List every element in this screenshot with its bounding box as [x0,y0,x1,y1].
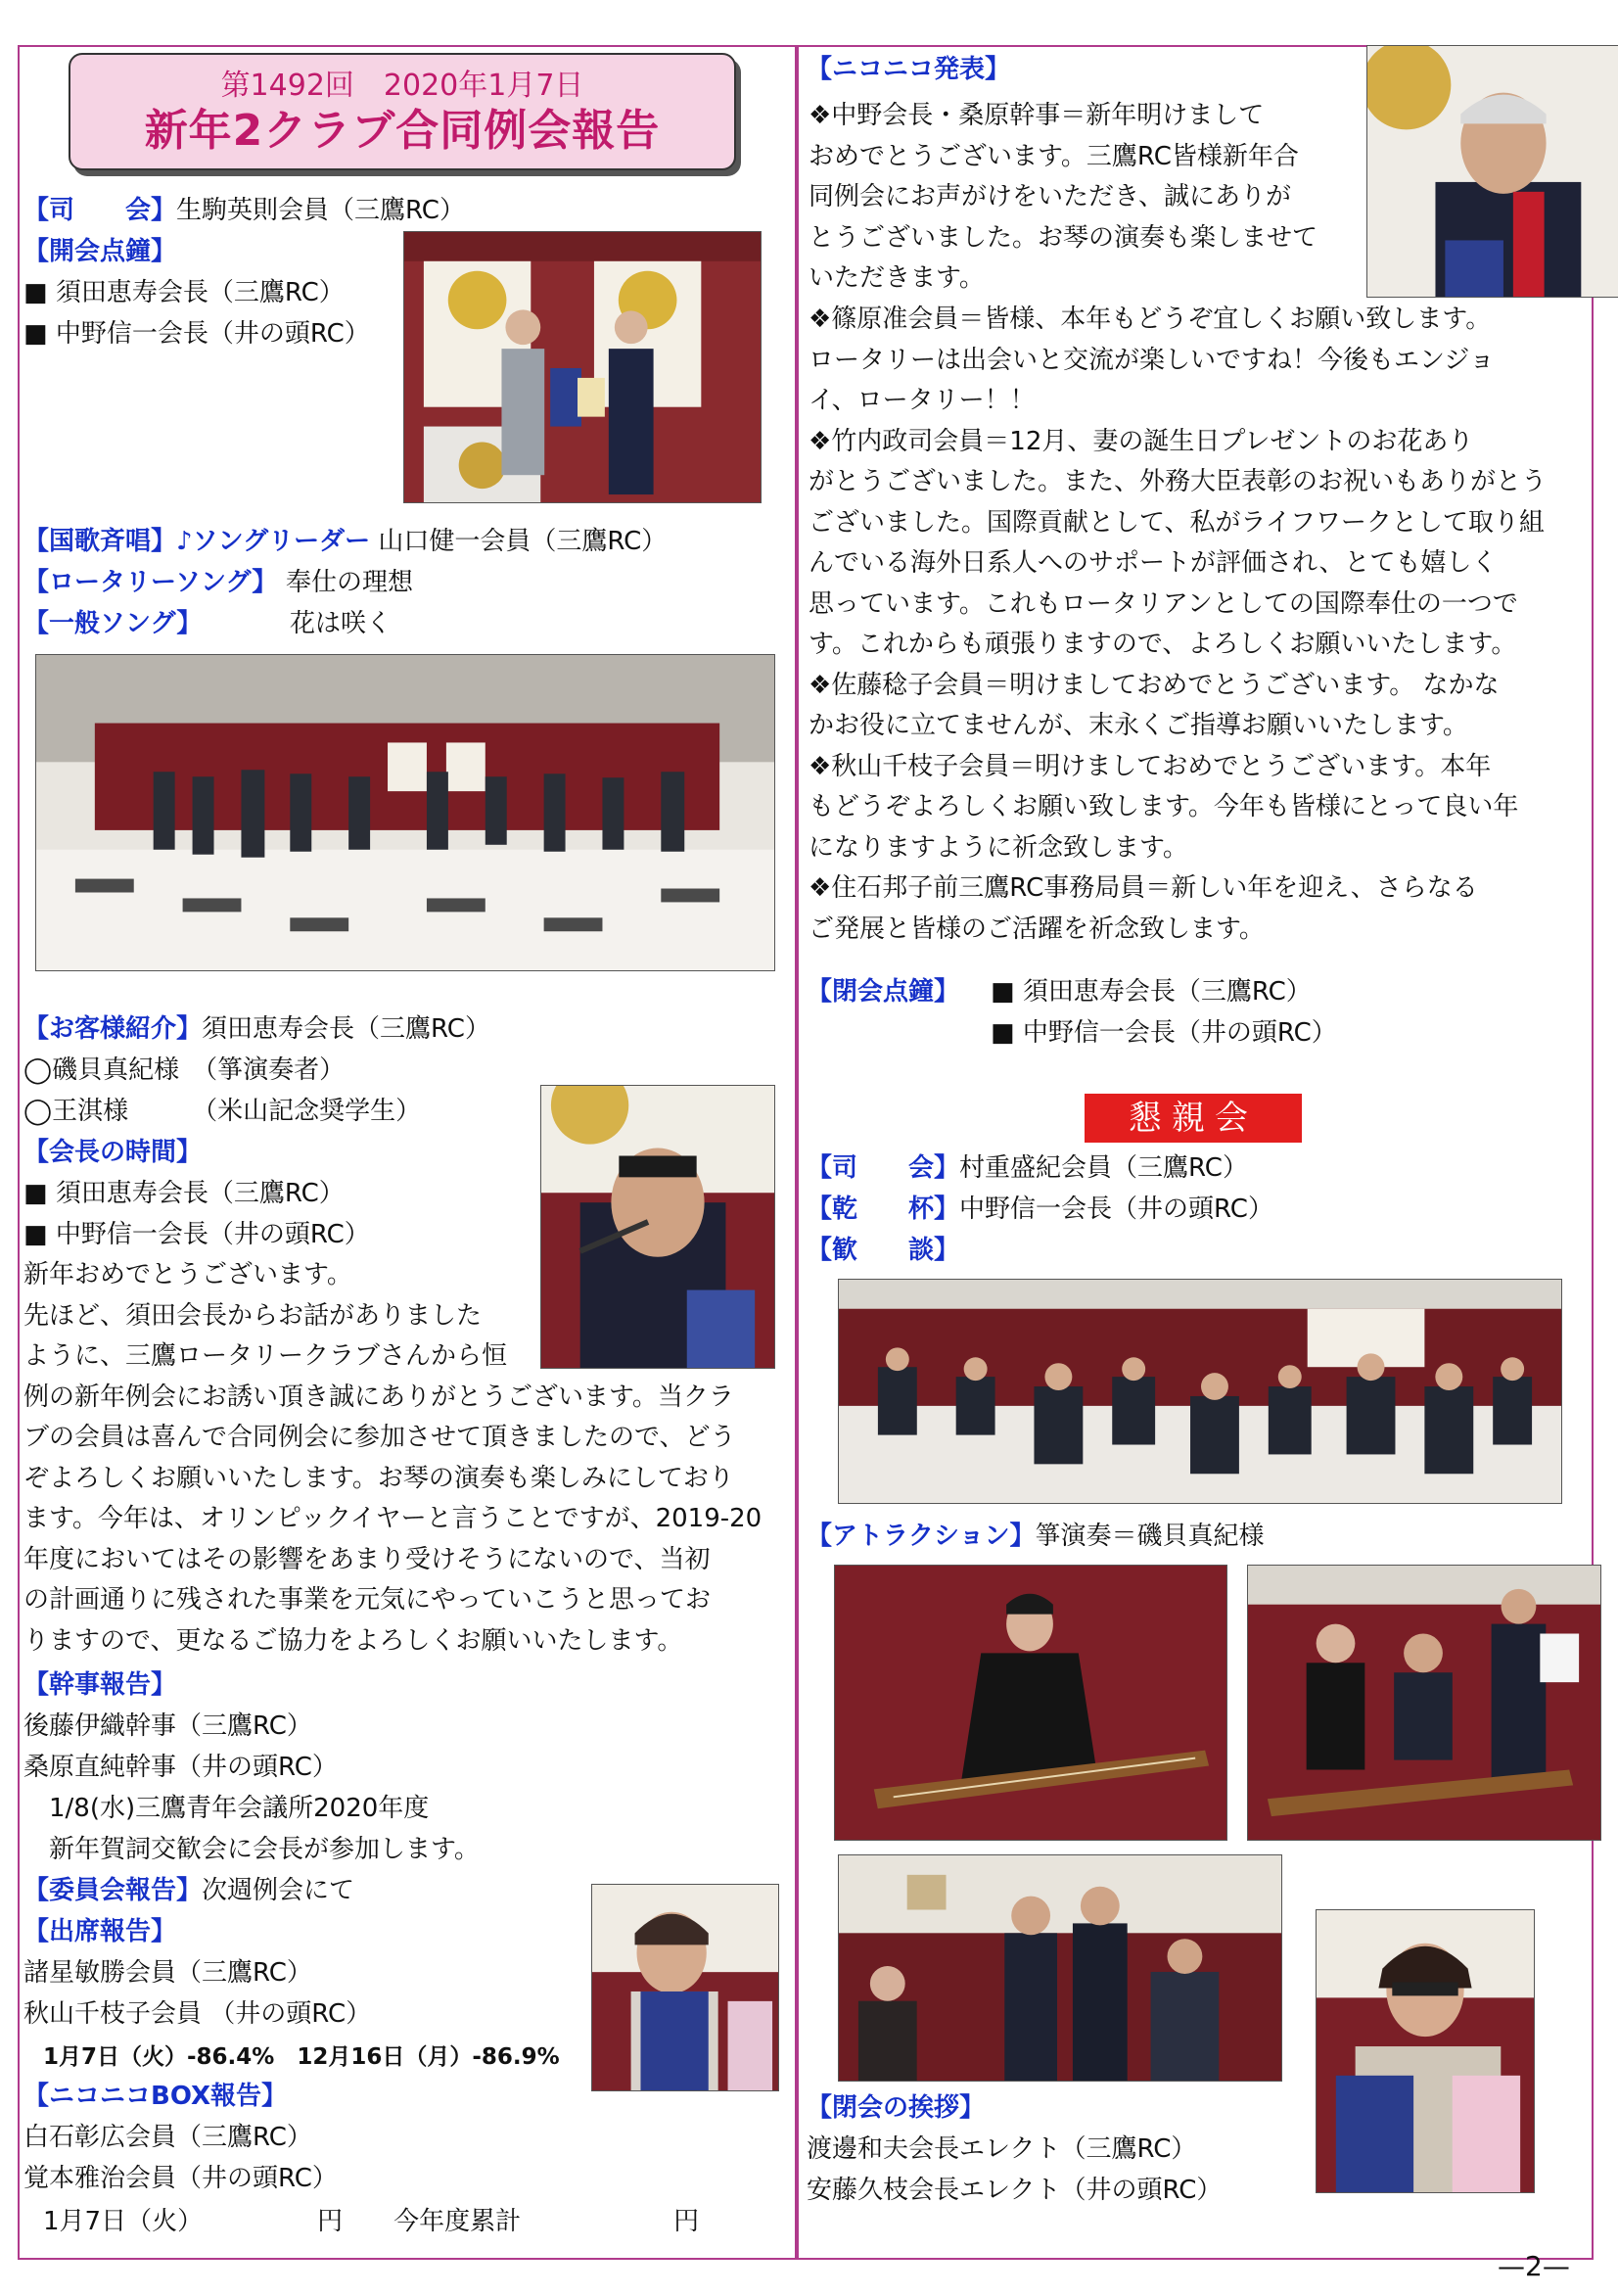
kanji-item-2: 桑原直純幹事（井の頭RC） [23,1753,338,1782]
title-box [69,53,736,170]
photo-banquet [838,1279,1562,1504]
nikoniko-line: イ、ロータリー！！ [809,386,1036,415]
nikoniko-line: になりますように祈念致します。 [809,832,1188,863]
kaikai-item-1: ■ 須田恵寿会長（三鷹RC） [23,278,345,307]
shusseki-item-1: 諸星敏勝会員（三鷹RC） [23,1958,312,1988]
kokka-row [23,525,667,558]
r-shikai-row [807,1151,1248,1185]
shusseki-item-3: 1月7日（火）-86.4% 12月16日（月）-86.9% [43,2044,560,2070]
photo-koto-performance [834,1565,1227,1841]
nikoniko-box-label: 【ニコニコBOX報告】 [23,2082,288,2111]
attraction-row [807,1520,1265,1553]
r-shikai-label: 【司 会】 [807,1153,960,1183]
guest-label: 【お客様紹介】 [23,1014,203,1044]
nikoniko-line: ございました。国際貢献として、私がライフワークとして取り組 [809,507,1545,538]
nikoniko-line: とうございました。お琴の演奏も楽しませて [809,222,1318,253]
nikoniko-label: 【ニコニコ発表】 [807,55,1011,84]
nikoniko-line: んでいる海外日系人へのサポートが評価され、とても嬉しく [809,548,1498,578]
nikoniko-line: ❖佐藤稔子会員＝明けましておめでとうございます。 なかな [809,670,1500,700]
speech-line: ブの会員は喜んで合同例会に参加させて頂きましたので、どう [23,1423,736,1452]
speech-line: 例の新年例会にお誘い頂き誠にありがとうございます。当クラ [23,1382,734,1412]
rotary-song-label: 【ロータリーソング】 [23,568,278,597]
nikoniko-box-item-2: 覚本雅治会員（井の頭RC） [23,2164,338,2193]
nikoniko-line: す。これからも頑張りますので、よろしくお願いいたします。 [809,630,1517,659]
nikoniko-para2 [809,300,1547,950]
nikoniko-line: ❖篠原准会員＝皆様、本年もどうぞ宜しくお願い致します。 [809,305,1492,334]
kaicho-label: 【会長の時間】 [23,1138,203,1167]
photo-hall-anthem [35,654,775,971]
heikai-aisatsu-item-2: 安藤久枝会長エレクト（井の頭RC） [807,2176,1223,2205]
kaikai-label: 【開会点鐘】 [23,237,177,266]
nikoniko-line: ご発展と皆様のご活躍を祈念致します。 [809,914,1265,944]
speech-line: 先ほど、須田会長からお話がありました [23,1300,483,1331]
kanpai-row [807,1193,1273,1226]
shusseki-item-2: 秋山千枝子会員 （井の頭RC） [23,1999,372,2029]
rotary-song-text: 奉仕の理想 [286,568,414,597]
nikoniko-box-item-3: 1月7日（火） 円 今年度累計 円 [43,2207,700,2236]
iinkai-label: 【委員会報告】 [23,1876,203,1905]
guest-item-1: ◯磯貝真紀様 （箏演奏者） [23,1055,346,1085]
iinkai-row [23,1874,354,1907]
heikai-aisatsu-label: 【閉会の挨拶】 [807,2093,986,2123]
speech-line: ぞよろしくお願いいたします。お琴の演奏も楽しみにしており [23,1463,734,1493]
photo-opening-bell [403,231,762,503]
nikoniko-line: ❖竹内政司会員＝12月、妻の誕生日プレゼントのお花あり [809,426,1474,456]
nikoniko-para1 [809,96,1318,300]
page-title: 新年2クラブ合同例会報告 [144,106,661,156]
shusseki-label: 【出席報告】 [23,1917,177,1946]
nikoniko-line: 思っています。これもロータリアンとしての国際奉仕の一つで [809,588,1518,619]
kanji-item-4: 新年賀詞交歓会に会長が参加します。 [23,1835,480,1864]
kanji-item-3: 1/8(水)三鷹青年会議所2020年度 [23,1794,430,1823]
r-shikai-text: 村重盛紀会員（三鷹RC） [959,1153,1248,1183]
heikai-item-2: ■ 中野信一会長（井の頭RC） [991,1018,1337,1048]
speech-line: ように、三鷹ロータリークラブさんから恒 [23,1341,508,1371]
shikai-label: 【司 会】 [23,196,177,225]
nikoniko-line: ロータリーは出会いと交流が楽しいですね！今後もエンジョ [809,345,1495,375]
nikoniko-line: ❖住石邦子前三鷹RC事務局員＝新しい年を迎え、さらなる [809,873,1478,903]
nikoniko-line: ❖秋山千枝子会員＝明けましておめでとうございます。本年 [809,751,1492,781]
kanpai-label: 【乾 杯】 [807,1195,960,1224]
kanji-item-1: 後藤伊織幹事（三鷹RC） [23,1711,312,1741]
attraction-label: 【アトラクション】 [807,1522,1036,1551]
guest-row [23,1012,490,1046]
guest-item-2: ◯王淇様 （米山記念奨学生） [23,1097,422,1126]
attraction-text: 箏演奏＝磯貝真紀様 [1035,1522,1265,1551]
nikoniko-line: 同例会にお声がけをいただき、誠にありが [809,182,1291,211]
kandan-label: 【歓 談】 [807,1236,960,1265]
shikai-text: 生駒英則会員（三鷹RC） [176,196,465,225]
speech-text [23,1255,762,1662]
nikoniko-line: ❖中野会長・桑原幹事＝新年明けまして [809,101,1265,130]
heikai-item-1: ■ 須田恵寿会長（三鷹RC） [991,977,1312,1007]
kokka-text: 山口健一会員（三鷹RC） [370,527,668,556]
photo-nikoniko-president [1366,45,1618,298]
nikoniko-line: かお役に立てませんが、末永くご指導お願いいたします。 [809,711,1468,740]
kaicho-item-1: ■ 須田恵寿会長（三鷹RC） [23,1179,345,1208]
photo-closing-guests [838,1854,1282,2082]
kaicho-item-2: ■ 中野信一会長（井の頭RC） [23,1220,370,1249]
kaikai-item-2: ■ 中野信一会長（井の頭RC） [23,319,370,349]
heikai-aisatsu-item-1: 渡邊和夫会長エレクト（三鷹RC） [807,2134,1197,2164]
kanji-label: 【幹事報告】 [23,1670,177,1700]
photo-closing-speaker [1316,1909,1535,2193]
iinkai-text: 次週例会にて [202,1876,355,1905]
speech-line: ます。今年は、オリンピックイヤーと言うことですが、2019-20 [23,1504,763,1533]
nikoniko-line: おめでとうございます。三鷹RC皆様新年合 [809,141,1299,171]
nikoniko-line: がとうございました。また、外務大臣表彰のお祝いもありがとう [809,467,1548,496]
kanpai-text: 中野信一会長（井の頭RC） [959,1195,1273,1224]
photo-attendance-speaker [591,1884,779,2091]
nikoniko-box-item-1: 白石彰広会員（三鷹RC） [23,2123,312,2152]
title-line1: 第1492回 2020年1月7日 [220,69,584,103]
konshinkai-badge: 懇親会 [1085,1094,1302,1143]
guest-text: 須田恵寿会長（三鷹RC） [202,1014,490,1044]
ippan-song-text: 花は咲く [290,609,393,638]
speech-line: 年度においてはその影響をあまり受けそうにないので、当初 [23,1544,711,1574]
kokka-label: 【国歌斉唱】♪ソングリーダー [23,527,371,556]
speech-line: の計画通りに残された事業を元気にやっていこうと思ってお [23,1585,712,1615]
nikoniko-line: もどうぞよろしくお願い致します。今年も皆様にとって良い年 [809,792,1519,821]
page-number: —2— [1498,2250,1570,2282]
heikai-label: 【閉会点鐘】 [807,977,960,1007]
ippan-song-label: 【一般ソング】 [23,609,203,638]
speech-line: りますので、更なるご協力をよろしくお願いいたします。 [23,1625,683,1656]
photo-koto-duet [1247,1565,1601,1841]
speech-line: 新年おめでとうございます。 [23,1260,352,1289]
shikai-row [23,194,465,227]
nikoniko-line: いただきます。 [809,263,985,293]
